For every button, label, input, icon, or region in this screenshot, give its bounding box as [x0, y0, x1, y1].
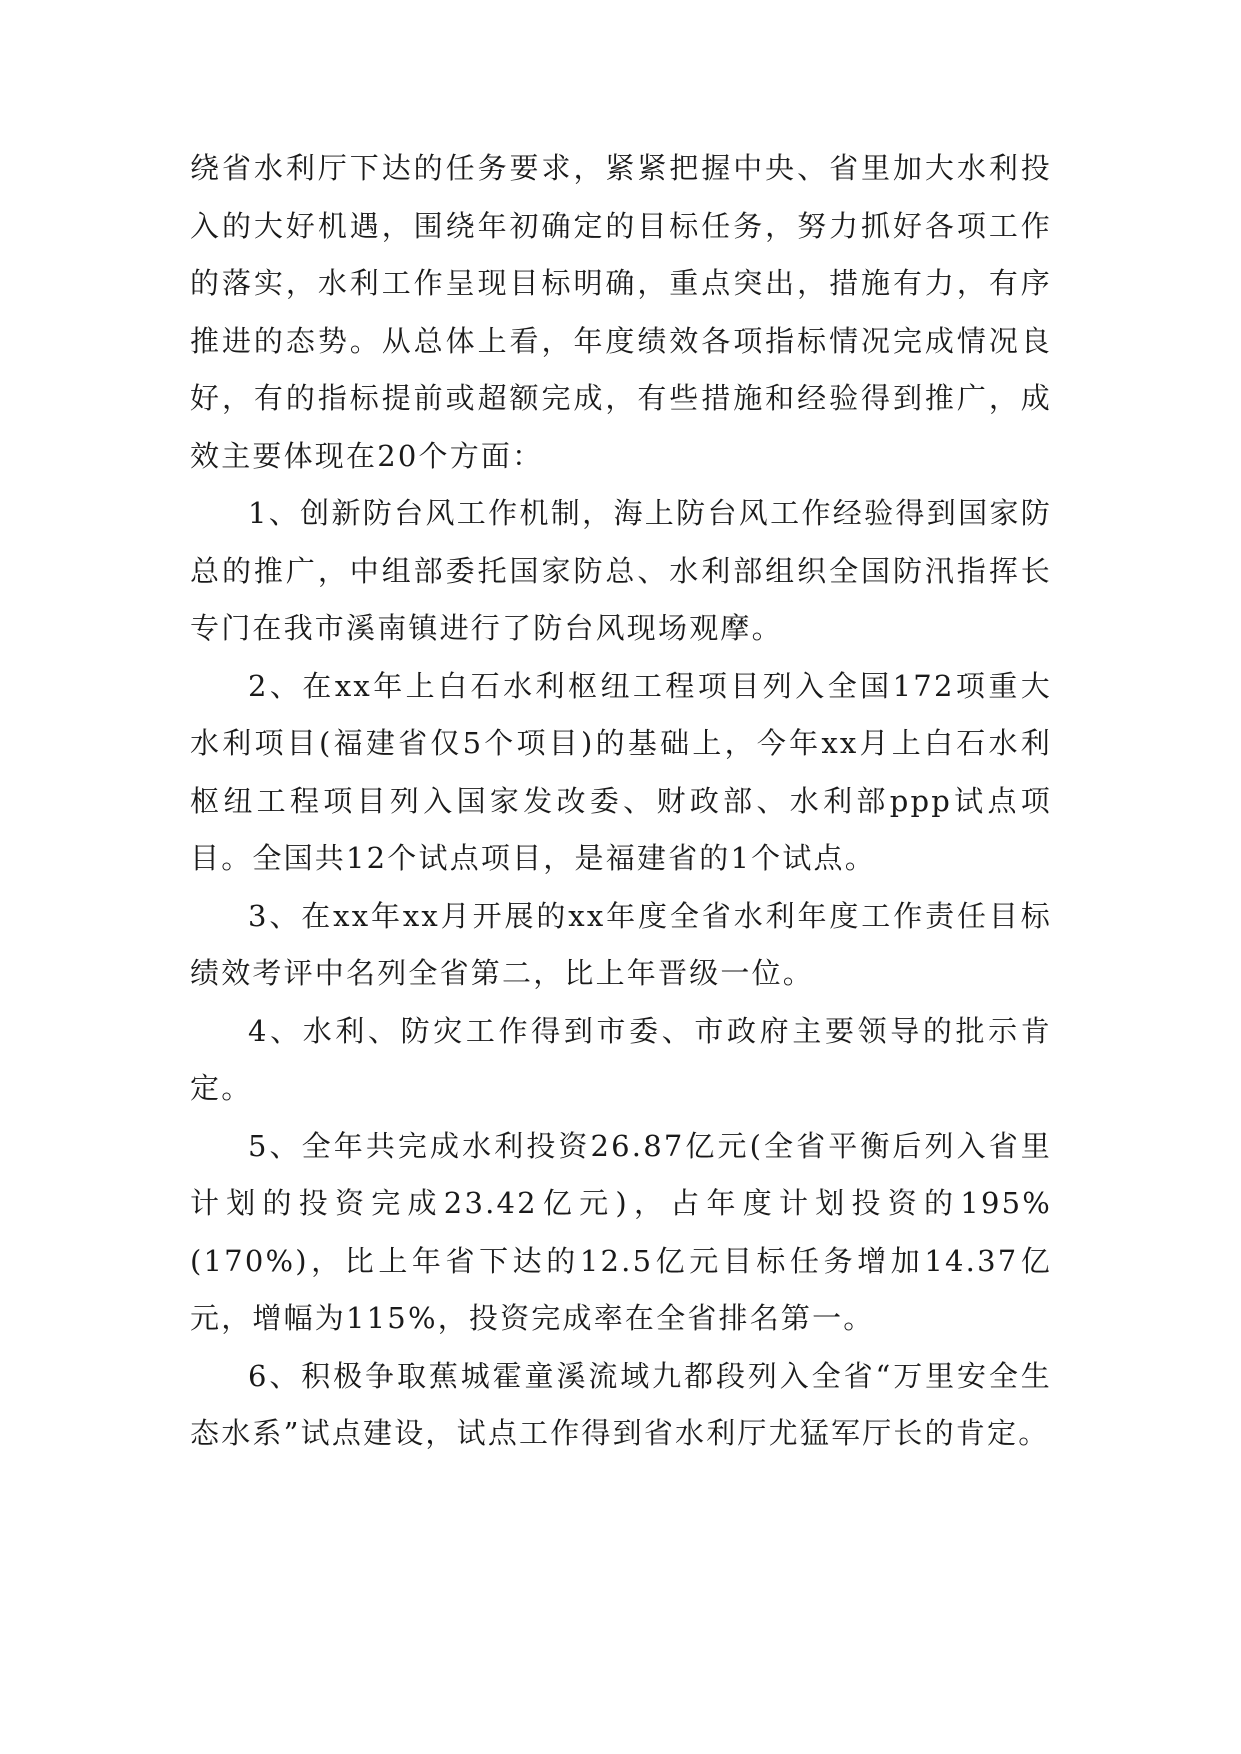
- paragraph-item-3: 3、在xx年xx月开展的xx年度全省水利年度工作责任目标绩效考评中名列全省第二，比上年晋级一位。: [190, 898, 1052, 990]
- paragraph-item-1: 1、创新防台风工作机制，海上防台风工作经验得到国家防总的推广，中组部委托国家防总、水利部组织全国防汛指挥长专门在我市溪南镇进行了防台风现场观摩。: [190, 496, 1052, 645]
- document-body: [190, 140, 1052, 1463]
- paragraph-intro: 绕省水利厅下达的任务要求，紧紧把握中央、省里加大水利投入的大好机遇，围绕年初确定的目标任务，努力抓好各项工作的落实，水利工作呈现目标明确，重点突出，措施有力，有序推进的态势。从总体上看，年度绩效各项指标情况完成情况良好，有的指标提前或超额完成，有些措施和经验得到推广，成效主要体现在20个方面：: [190, 151, 1052, 473]
- paragraph-item-4: 4、水利、防灾工作得到市委、市政府主要领导的批示肯定。: [190, 1013, 1052, 1105]
- paragraph-item-6: 6、积极争取蕉城霍童溪流域九都段列入全省“万里安全生态水系”试点建设，试点工作得到省水利厅尤猛军厅长的肯定。: [190, 1358, 1052, 1450]
- paragraph-item-5: 5、全年共完成水利投资26.87亿元(全省平衡后列入省里计划的投资完成23.42亿元)，占年度计划投资的195%(170%)，比上年省下达的12.5亿元目标任务增加14.37亿元，增幅为115%，投资完成率在全省排名第一。: [190, 1128, 1052, 1335]
- paragraph-item-2: 2、在xx年上白石水利枢纽工程项目列入全国172项重大水利项目(福建省仅5个项目)的基础上，今年xx月上白石水利枢纽工程项目列入国家发改委、财政部、水利部ppp试点项目。全国共12个试点项目，是福建省的1个试点。: [190, 668, 1052, 875]
